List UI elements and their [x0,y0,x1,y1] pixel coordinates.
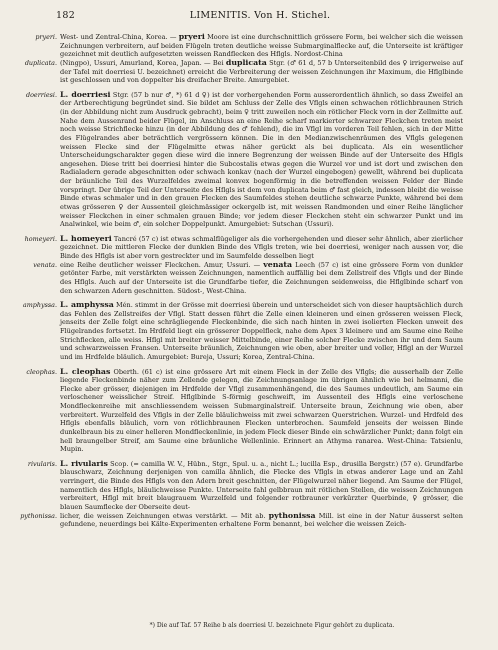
species-name: venata [263,259,293,269]
text-column [20,32,464,529]
entry-cleophas [26,366,464,454]
entry-doerriesi [25,89,463,229]
footnote: *) Die auf Taf. 57 Reihe b als doerriesi U. bezeichnete Figur gehört zu duplicata. [149,622,395,629]
entry-text-before: (Ningpo), Ussuri, Amurland, Korea, Japan. — Bei [60,58,226,67]
entry-venata [33,259,463,296]
species-name: duplicata [225,57,267,67]
species-name: L. amphyssa [60,300,114,310]
entry-text: Moore ist eine durchschnittlich grössere Form, bei welcher sich die weissen Zeichnungen verbreitern, auf beiden Flügeln treten deutliche weisse Submarginalflecke auf, die Unterseite ist kräftiger gezeichnet mit deutlich aufgesetzten weissen Randflecken des Hflgls. Nordost-China [60,33,463,59]
entry-text: Leech (57 c) ist eine grössere Form von dunkler getönter Farbe, mit verstärkten weissen Zeichnungen, namentlich auffällig bei dem Zellstreif des Vflgls und der Binde des Hflgls. Auch auf der Unterseite ist die Grundfarbe tiefer, die Zeichnungen seidenweiss, die Hflglbinde scharf von den schwarzen Adern geschnitten. Südost-, West-China. [60,260,463,295]
entry-amphyssa [22,300,463,361]
entry-duplicata [24,57,463,85]
margin-label: amphyssa. [22,301,57,310]
entry-text: Stgr. (♂ 61 d, 57 b Unterseitenbild des ♀ irrigerweise auf der Tafel mit doerriesi U. bezeichnet) erreicht die Verbreiterung der weissen Zeichnungen ihr Maximum, die Hflglbinde ist geschlossen und von doppelter bis dreifacher Breite. Amurgebiet. [60,58,463,85]
entry-text: Mill. ist eine in der Natur äusserst selten gefundene, neuerdings bei Kälte-Experimenten erhaltene Form benannt, bei welcher die weissen Zeich- [60,511,464,529]
species-name: pryeri [178,32,205,41]
margin-label: homeyeri. [24,234,57,243]
page-header [56,10,464,24]
species-name: L. rivularis [60,458,108,468]
entry-text: Tancré (57 c) ist etwas schmalflügeliger als die vorhergehenden und dieser sehr ähnlich, aber zierlicher gezeichnet. Die mittleren Flecke der dunklen Binde des Vflgls treten, wie bei doerriesi, weniger nach aussen vor, die Binde des Hflgls ist aber vorn gestreckter und im Saumfelde desselben liegt [60,234,463,260]
entry-text: Scop. (= camilla W. V., Hübn., Stgr., Spul. u. a., nicht L.; lucilla Esp., drusilla Bergstr.) (57 e). Grundfarbe blauschwarz, Zeichnung derjenigen von camilla ähnlich, die Flecke des Vflgls in etwas anderer Lage und an Zahl verringert, die Binde des Hflgls von den Adern breit geschnitten, der Flügelwurzel näher liegend. Am Saume der Flügel, namentlich des Hflgls, bläulichweisse Punkte. Unterseite fahl gelbbraun mit rötlichen Stellen, die weissen Zeichnungen verbreitert, Hflgl mit breit blaugrauem Wurzelfeld und folgender rotbrauner verkürzter Querbinde, ♀ grösser, die blauen Saumflecke der Oberseite deut- [60,459,463,511]
entry-text: Oberth. (61 c) ist eine grössere Art mit einem Fleck in der Zelle des Vflgls; die ausserhalb der Zelle liegende Fleckenbinde näher zum Zellende gelegen, die Zeichnungsanlage im übrigen ähnlich wie bei helmanni, die Flecke aber grösser, diejenigen im Hrdfelde der Vflgl zusammenhängend, die des Saumes undeutlich, am Saume ein verloschener weisslicher Streif. Hflglbinde S-förmig geschweift, im Aussenteil des Hflgls eine verloschene Mondfleckenreihe mit anschliessendem weissen Submarginalstreif. Unterseite braun, Zeichnung wie oben, aber verbreitert. Wurzelfeld des Vflgls in der Zelle bläulichweiss mit zwei schwarzen Querstrichen. Wurzel- und Hrdfeld des Hflgls ebenfalls bläulich, vorn von rötlichbraunen Flecken unterbrochen. Saumfeld jenseits der weissen Binde dunkelbraun bis zu einer helleren Mondfleckenlinie, in jedem Fleck dieser Binde ein schwärzlicher Punkt; dann folgt ein hell braungelber Streif, am Saume eine bräunliche Wellenlinie. Erinnert an Athyma ranarea. West-China: Tatsienlu, Mupin. [60,367,464,454]
entry-text-before: eine Reihe deutlicher weisser Fleckchen. Amur, Ussuri. — [60,260,264,269]
entry-pryeri [35,32,463,59]
species-name: L. cleophas [60,366,111,376]
entry-rivularis [27,458,463,512]
margin-label: duplicata. [24,58,57,67]
entry-pythonissa [20,510,464,529]
species-name: pythonissa [268,510,316,520]
entry-text: Mén. stimmt in der Grösse mit doerriesi überein und unterscheidet sich von dieser hauptsächlich durch das Fehlen des Zellstreifes der Vflgl. Statt dessen führt die Zelle einen kleineren und einen grösseren weissen Fleck, jenseits der Zelle folgt eine schrägliegende Fleckenbinde, die sich nach hinten in zwei isolierten Flecken unweit des Flügelrandes fortsetzt. Im Hrdfeld liegt ein grösserer Doppelfleck, nahe dem Apex 3 kleinere und am Saume eine Reihe Strichflecken, alle weiss. Hflgl mit breiter weisser Mittelbinde, einer Reihe solcher Flecke zwischen ihr und dem Saum und schwarzweissen Fransen. Unterseite bräunlich, Zeichnungen wie oben, aber breiter und voller, Hflgl an der Wurzel und im Hrdfelde bläulich. Amurgebiet: Bureja, Ussuri; Korea, Zentral-China. [60,301,463,361]
margin-label: pryeri. [35,33,57,41]
margin-label: cleophas. [26,367,57,376]
margin-label: venata. [33,260,57,269]
entry-text: Stgr. (57 b nur ♂, *) 61 d ♀) ist der vorhergehenden Form ausserordentlich ähnlich, so dass Zweifel an der Artberechtigung begründet sind. Sie bildet am Schluss der Zelle des Vflgls einen schwachen rötlichbraunen Strich (in der Abbildung nicht zum Ausdruck gebracht), beim ♀ tritt zuweilen noch ein rötlicher Fleck vorn in der Zellmitte auf. Nahe dem Aussenrand beider Flügel, im Anschluss an eine Reihe scharf markierter schwarzer Fleckchen treten meist noch weisse Strichflecke hinzu (in der Abbildung des ♂ fehlend), die im Vflgl im vorderen Teil fehlen, sich in der Mitte des Flügelrandes aber beträchtlich vergrössern können. Die in den Medianzwischenräumen des Vflgls gelegenen weissen Flecke sind der Flügelmitte etwas näher gerückt als bei duplicata. Als ein wesentlicher Unterscheidungscharakter gegen diese wird die innere Begrenzung der weissen Binde auf der Unterseite des Hflgls angesehen. Diese tritt bei doerriesi hinter die Subcostalis etwas gegen die Wurzel vor und ist dort und zwischen den Radialadern gerade abgeschnitten oder schwach konkav (nach der Wurzel eingebogen) gewellt, während bei duplicata der bräunliche Teil des Wurzelfeldes zweimal konvex bogenförmig in die betreffenden weissen Felder der Binde vorspringt. Der übrige Teil der Unterseite des Hflgls ist dem von duplicata beim ♂ fast gleich, indessen bleibt die weisse Binde etwas schmaler und in den grauen Flecken des Saumfeldes stehen deutliche schwarze Punkte, während bei dem etwas grösseren ♀ der Aussenteil gleichmässiger ockergelb ist, mit weissen Randmonden und einer Reihe länglicher weisser Fleckchen in einer schmalen grauen Binde; vor jedem dieser Fleckchen steht ein schwarzer Punkt und im Analwinkel, wie beim ♂, ein solcher Doppelpunkt. Amurgebiet: Sutschan (Ussuri). [60,90,463,229]
entry-text-before: West- und Zentral-China, Korea. — [60,33,179,41]
page-number: 182 [56,10,76,21]
entry-text-before: licher, die weissen Zeichnungen etwas verstärkt. — Mit ab. [60,511,269,520]
species-name: L. doerriesi [60,89,111,99]
running-title: LIMENITIS. Von H. Stichel. [189,10,331,21]
margin-label: rivularis. [27,459,57,468]
margin-label: doerriesi. [25,90,57,99]
species-name: L. homeyeri [60,233,112,243]
entry-homeyeri [24,233,463,261]
margin-label: pythonissa. [20,511,57,520]
